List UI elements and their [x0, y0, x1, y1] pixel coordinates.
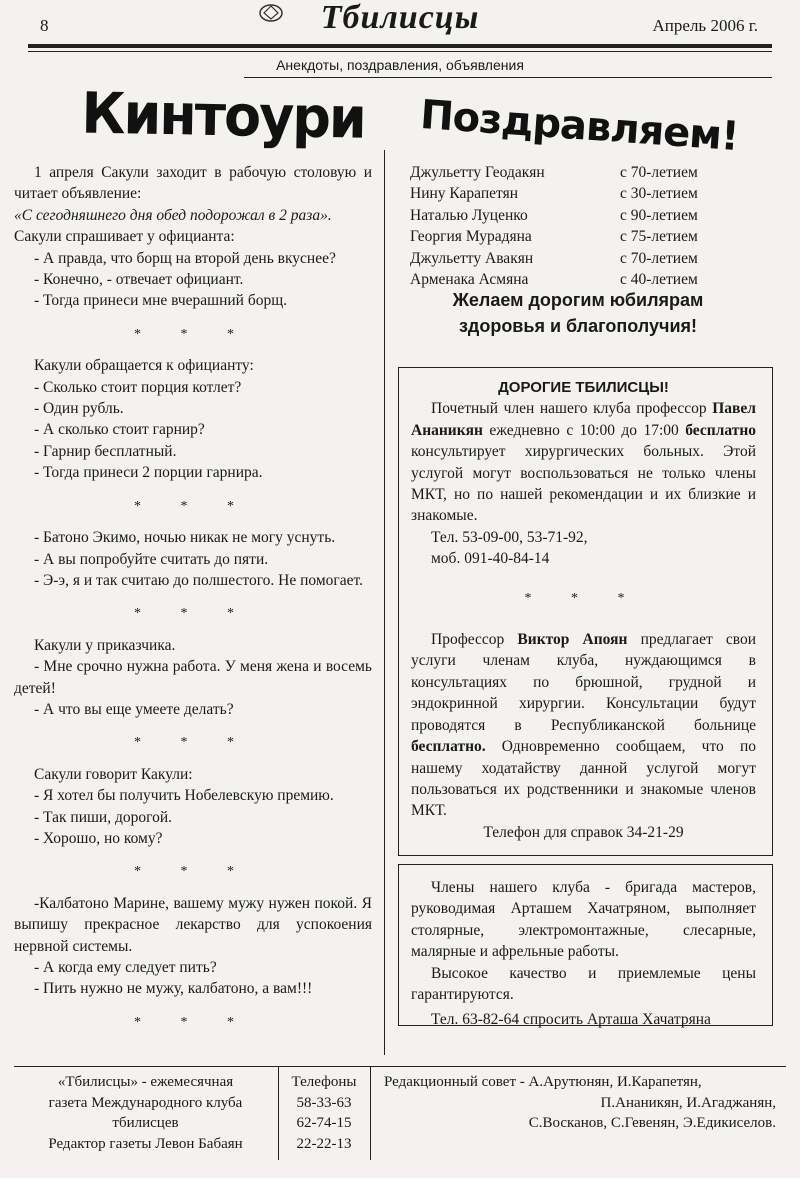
footer-about-line: тбилисцев: [112, 1115, 179, 1131]
separator: * * *: [134, 1014, 252, 1030]
congrats-row: [410, 183, 740, 204]
joke-line: 1 апреля Сакули заходит в рабочую столовую и читает объявление:: [14, 164, 372, 203]
congrats-name: Георгия Мурадяна: [410, 228, 532, 246]
board-line: Редакционный совет - А.Арутюнян, И.Карапетян,: [384, 1074, 702, 1090]
section-title: Анекдоты, поздравления, объявления: [276, 57, 524, 73]
notice-phone: Тел. 63-82-64 спросить Арташа Хачатряна: [431, 1011, 711, 1029]
joke-line: - Пить нужно не мужу, калбатоно, а вам!!!: [34, 980, 313, 998]
joke-line: - Один рубль.: [34, 400, 124, 418]
footer-phone: 58-33-63: [296, 1094, 352, 1111]
congrats-name: Арменака Асмяна: [410, 271, 529, 289]
footer-divider: [278, 1066, 279, 1160]
column-divider: [384, 150, 385, 1055]
joke-line: - Мне срочно нужна работа. У меня жена и восемь детей!: [14, 658, 372, 697]
congrats-age: с 40-летием: [620, 271, 698, 289]
congrats-name: Нину Карапетян: [410, 185, 519, 203]
footer-editorial-board: [384, 1072, 776, 1134]
notice-box-doctors: [398, 367, 773, 856]
header-rule: [28, 44, 772, 48]
separator: * * *: [134, 326, 252, 342]
joke-line: - Гарнир бесплатный.: [34, 442, 177, 460]
joke-line: - Тогда принеси мне вчерашний борщ.: [34, 292, 288, 310]
footer-rule: [14, 1066, 786, 1067]
notice-box-craftsmen: [398, 864, 773, 1029]
congrats-row: [410, 248, 740, 269]
notice-paragraph: Профессор Виктор Апоян предлагает свои услуги членам клуба, нуждающимся в консультациях по брюшной, грудной и эндокринной хирургии. Консультации будут проводятся в Республиканской больнице бесплатно. Одновременно сообщаем, что по нашему ходатайству данной услугой могут пользоваться их родственники и знакомые членов МКТ.: [411, 631, 757, 820]
footer-phone: 22-22-13: [296, 1135, 352, 1152]
joke-line: - Я хотел бы получить Нобелевскую премию.: [34, 787, 334, 805]
separator: * * *: [134, 864, 252, 880]
separator: * * *: [134, 735, 252, 751]
crest-icon: [258, 2, 284, 22]
congrats-row: [410, 226, 740, 247]
separator: * * *: [524, 590, 643, 606]
issue-date: Апрель 2006 г.: [652, 16, 758, 35]
joke-line: - Батоно Экимо, ночью никак не могу уснуть.: [34, 529, 336, 547]
section-rule: [244, 77, 772, 78]
joke-line: - Так пиши, дорогой.: [34, 808, 173, 826]
congrats-age: с 90-летием: [620, 206, 698, 224]
joke-line: - А сколько стоит гарнир?: [34, 421, 205, 439]
congrats-age: с 70-летием: [620, 249, 698, 267]
board-line: С.Восканов, С.Гевенян, Э.Едикиселов.: [528, 1115, 776, 1131]
notice-phone: Тел. 53-09-00, 53-71-92,: [431, 528, 588, 546]
wish-line: Желаем дорогим юбилярам: [452, 290, 704, 310]
footer-phone: 62-74-15: [296, 1115, 352, 1131]
joke-line: - Тогда принеси 2 порции гарнира.: [34, 464, 263, 482]
footer-phones: [280, 1072, 368, 1154]
notice-paragraph: Высокое качество и приемлемые цены гарантируются.: [411, 964, 756, 1004]
congrats-row: [410, 205, 740, 226]
footer-divider: [370, 1066, 371, 1160]
joke-line: - Э-э, я и так считаю до полшестого. Не помогает.: [34, 571, 364, 589]
page-number: 8: [40, 16, 49, 35]
jokes-column: [14, 162, 372, 1043]
joke-line: - А что вы еще умеете делать?: [34, 700, 234, 718]
header-rule-thin: [28, 51, 772, 52]
footer-editor: Редактор газеты Левон Бабаян: [48, 1135, 243, 1152]
joke-line: Какули обращается к официанту:: [34, 357, 254, 375]
congrats-name: Наталью Луценко: [410, 206, 528, 224]
joke-line: - А вы попробуйте считать до пяти.: [34, 550, 269, 568]
congrats-wish: [398, 287, 758, 339]
congrats-name: Джульетту Геодакян: [410, 164, 545, 181]
congrats-row: [410, 162, 740, 183]
footer-about: [18, 1072, 273, 1154]
masthead-logo: Тбилисцы: [320, 0, 480, 36]
footer-phones-label: Телефоны: [291, 1074, 357, 1090]
footer-about-line: газета Международного клуба: [48, 1094, 243, 1111]
joke-line: Сакули говорит Какули:: [34, 765, 193, 783]
notice-phone: Телефон для справок 34-21-29: [483, 823, 684, 841]
congrats-age: с 75-летием: [620, 228, 698, 246]
congrats-list: [410, 162, 740, 290]
joke-line: - А правда, что борщ на второй день вкуснее?: [34, 249, 336, 267]
joke-line: - Конечно, - отвечает официант.: [34, 271, 244, 289]
congrats-name: Джульетту Авакян: [410, 249, 534, 267]
separator: * * *: [134, 498, 252, 514]
jokes-title: Кинтоури: [80, 80, 366, 152]
notice-title: ДОРОГИЕ ТБИЛИСЦЫ!: [498, 379, 669, 396]
board-line: П.Ананикян, И.Агаджанян,: [600, 1094, 776, 1111]
notice-paragraph: Члены нашего клуба - бригада мастеров, руководимая Арташем Хачатряном, выполняет столярные, электромонтажные, слесарные, малярные и афрельные работы.: [411, 879, 756, 961]
joke-line: Какули у приказчика.: [34, 636, 176, 654]
congrats-age: с 70-летием: [620, 164, 698, 181]
joke-line: - Хорошо, но кому?: [34, 829, 163, 847]
congrats-age: с 30-летием: [620, 185, 698, 203]
joke-line: -Калбатоно Марине, вашему мужу нужен покой. Я выпишу прекрасное лекарство для успокоения нервной системы.: [14, 894, 372, 955]
separator: * * *: [134, 606, 252, 622]
notice-paragraph: Почетный член нашего клуба профессор Павел Ананикян ежедневно с 10:00 до 17:00 бесплатно консультирует хирургических больных. Этой услугой могут воспользоваться не только члены МКТ, но по нашей рекомендации и их близкие и знакомые.: [411, 400, 756, 525]
joke-line: «С сегодняшнего дня обед подорожал в 2 раза».: [14, 206, 332, 224]
notice-phone: моб. 091-40-84-14: [431, 550, 550, 568]
wish-line: здоровья и благополучия!: [458, 316, 698, 336]
joke-line: - Сколько стоит порция котлет?: [34, 378, 242, 396]
joke-line: Сакули спрашивает у официанта:: [14, 228, 235, 246]
congrats-title: Поздравляем!: [418, 92, 740, 161]
joke-line: - А когда ему следует пить?: [34, 959, 217, 976]
footer-about-line: «Тбилисцы» - ежемесячная: [57, 1074, 234, 1090]
